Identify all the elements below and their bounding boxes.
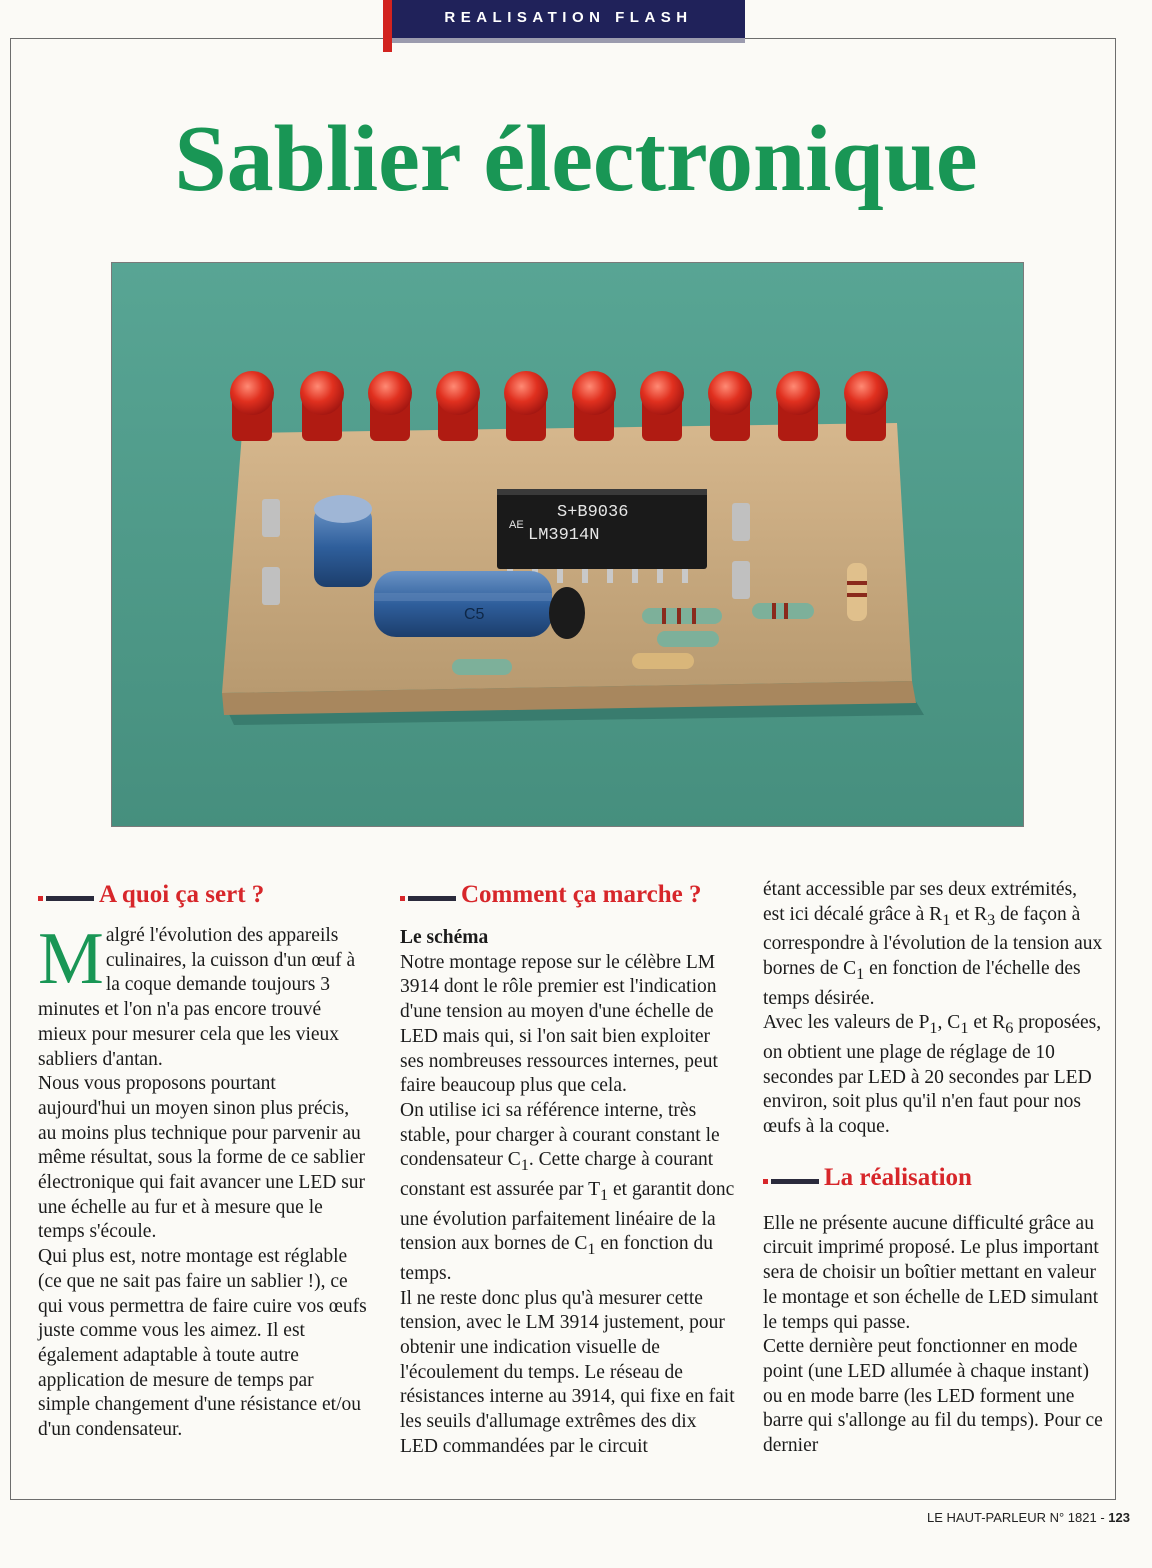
page-number: 123	[1108, 1510, 1130, 1525]
heading-a-quoi-ca-sert	[38, 878, 368, 912]
led-8	[708, 371, 752, 441]
heading-bar	[771, 1179, 819, 1184]
header-accent-strip	[383, 0, 392, 52]
led-7	[640, 371, 684, 441]
heading-text: Comment ça marche ?	[461, 880, 702, 908]
section-label: REALISATION FLASH	[392, 0, 745, 38]
large-capacitor	[374, 571, 552, 637]
magazine-name: LE HAUT-PARLEUR	[927, 1510, 1046, 1525]
column-1	[38, 878, 368, 1443]
paragraph: Cette dernière peut fonctionner en mode point (une LED allumée à chaque instant) ou en mode barre (les LED forment une barre qui s'allonge au fil du temps). Pour ce dernier	[763, 1336, 1103, 1457]
intro-paragraph	[38, 918, 368, 1072]
led-5	[504, 371, 548, 441]
subheading-le-schema: Le schéma	[400, 927, 489, 948]
led-4	[436, 371, 480, 441]
heading-bar	[408, 896, 456, 901]
circuit-board-illustration	[112, 263, 1024, 827]
led-6	[572, 371, 616, 441]
led-1	[230, 371, 274, 441]
paragraph: Elle ne présente aucune difficulté grâce au circuit imprimé proposé. Le plus important sera de choisir un boîtier mettant en valeur le montage et son échelle de LED simulant le temps qui passe.	[763, 1212, 1099, 1333]
page-footer	[927, 1510, 1130, 1525]
heading-text: La réalisation	[824, 1164, 972, 1192]
paragraph: Il ne reste donc plus qu'à mesurer cette tension, avec le LM 3914 justement, pour obtenir une indication visuelle de l'écoulement du temps. Le réseau de résistances interne au 3914, qui fixe en fait les seuils d'allumage extrêmes des dix LED commandées par le circuit	[400, 1287, 735, 1457]
led-9	[776, 371, 820, 441]
transistor	[549, 587, 585, 639]
led-3	[368, 371, 412, 441]
heading-la-realisation	[763, 1162, 1103, 1196]
chip-marking-line2: LM3914N	[528, 526, 600, 545]
column-3	[763, 878, 1103, 1459]
heading-text: A quoi ça sert ?	[99, 880, 265, 908]
paragraph: étant accessible par ses deux extrémités, est ici décalé grâce à $R_1$ et $R_3$ de façon à correspondre à l'évolution de la tension aux bornes de $C_1$ en fonction de l'échelle des temps désirée.	[763, 879, 1103, 1009]
paragraph: Nous vous proposons pourtant aujourd'hui un moyen sinon plus précis, au moins plus technique pour parvenir au même résultat, sous la forme de ce sablier électronique qui fait avancer une LED sur une échelle au fur et à mesure que le temps s'écoule.	[38, 1073, 366, 1243]
issue-number: N° 1821 -	[1049, 1510, 1105, 1525]
intro-text: algré l'évolution des appareils culinaires, la cuisson d'un œuf à la coque demande toujours 3 minutes et l'on n'a pas encore trouvé mieux pour mesurer cela que les vieux sabliers d'antan.	[38, 925, 356, 1070]
paragraph: Qui plus est, notre montage est réglable (ce que ne sait pas faire un sablier !), ce qui vous permettra de faire cuire vos œufs juste comme vous les aimez. Il est également adaptable à toute autre application de mesure de temps par simple changement d'une résistance et/ou d'un condensateur.	[38, 1246, 367, 1441]
section-header	[383, 0, 745, 52]
heading-bar	[46, 896, 94, 901]
led-10	[844, 371, 888, 441]
heading-bullet	[400, 896, 405, 901]
chip-marking-line1: S+B9036	[557, 503, 629, 522]
paragraph: Avec les valeurs de $P_1$, $C_1$ et $R_6$ proposées, on obtient une plage de réglage de 10 secondes par LED à 20 secondes par LED environ, soit plus qu'il n'en faut pour nos œufs à la coque.	[763, 1012, 1102, 1137]
heading-comment-ca-marche	[400, 878, 736, 912]
small-capacitor	[314, 495, 372, 587]
page-title: Sablier électronique	[174, 107, 978, 211]
heading-bullet	[763, 1179, 768, 1184]
column-2	[400, 878, 736, 1459]
paragraph: On utilise ici sa référence interne, très stable, pour charger à courant constant le condensateur $C_1$. Cette charge à courant constant est assurée par $T_1$ et garantit donc une évolution parfaitement linéaire de la tension aux bornes de $C_1$ en fonction du temps.	[400, 1099, 735, 1284]
led-2	[300, 371, 344, 441]
header-underline	[392, 38, 745, 43]
chip-side-mark: AE	[509, 519, 524, 531]
drop-cap: M	[38, 918, 104, 1000]
paragraph: Notre montage repose sur le célèbre LM 3914 dont le rôle premier est l'indication d'une tension au moyen d'une échelle de LED mais qui, si l'on sait bien exploiter ses nombreuses ressources internes, peut faire beaucoup plus que cela.	[400, 951, 718, 1097]
capacitor-label: C5	[464, 606, 485, 623]
circuit-photo	[111, 262, 1024, 827]
heading-bullet	[38, 896, 43, 901]
ic-chip	[497, 489, 707, 583]
